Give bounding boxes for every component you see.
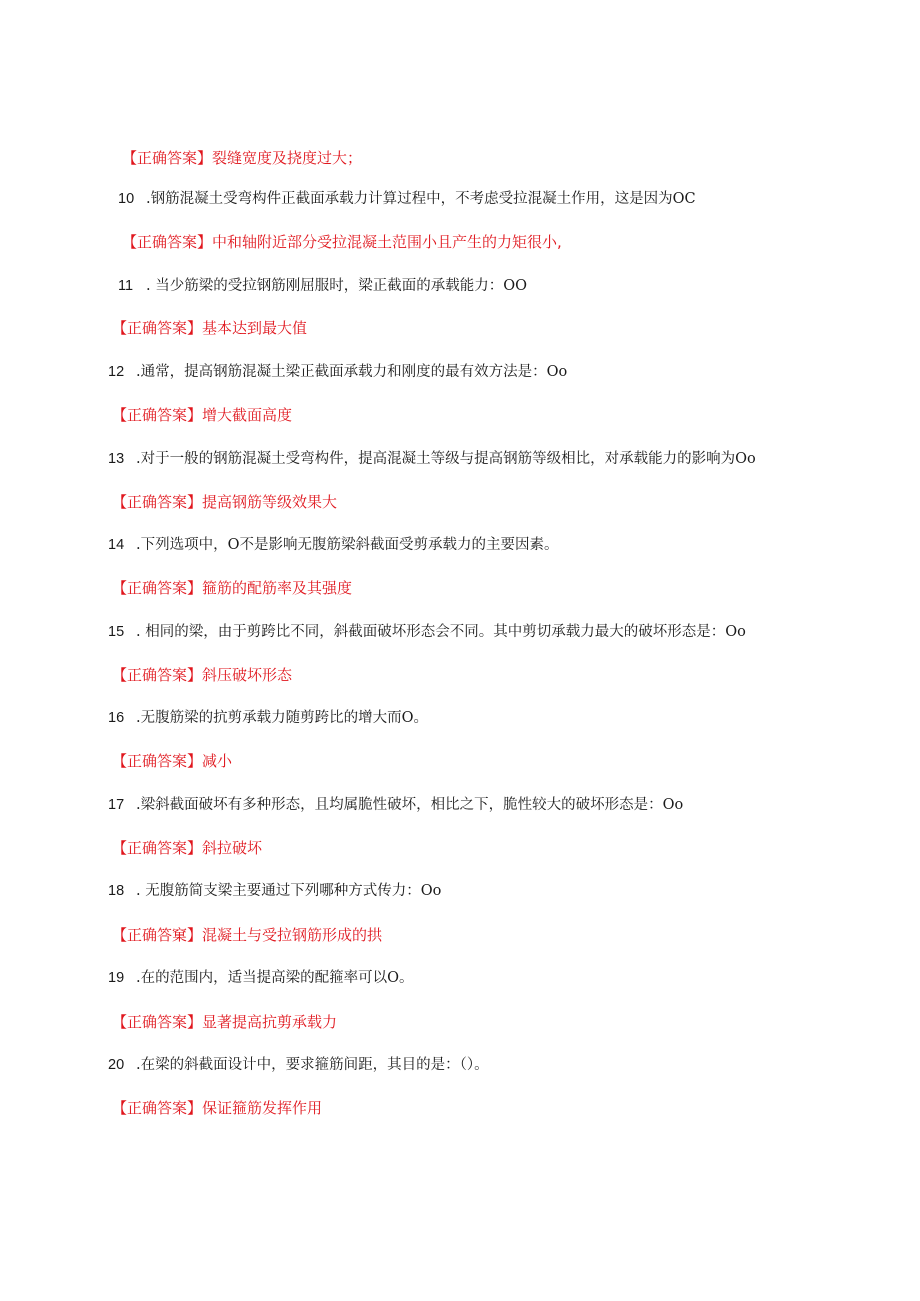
question-text: . 当少筋梁的受拉钢筋刚屈服时，梁正截面的承载能力：OO — [146, 278, 527, 294]
question-number: 19 — [108, 970, 125, 986]
answer-line — [112, 838, 262, 858]
answer-label: 【正确答案】 — [112, 493, 203, 511]
question-text: .对于一般的钢筋混凝土受弯构件，提高混凝土等级与提高钢筋等级相比，对承载能力的影响为Oo — [136, 451, 756, 467]
question-text: .通常，提高钢筋混凝土梁正截面承载力和刚度的最有效方法是：Oo — [136, 364, 568, 380]
question-text: .无腹筋梁的抗剪承载力随剪跨比的增大而O。 — [136, 710, 428, 726]
question-text: . 相同的梁，由于剪跨比不同，斜截面破坏形态会不同。其中剪切承载力最大的破坏形态是：Oo — [136, 624, 746, 640]
answer-text: 斜压破坏形态 — [202, 666, 293, 684]
question-text: .钢筋混凝土受弯构件正截面承载力计算过程中，不考虑受拉混凝土作用，这是因为OC — [146, 191, 696, 207]
answer-label: 【正确答窠】 — [112, 926, 203, 944]
answer-text: 裂缝宽度及挠度过大； — [212, 149, 363, 167]
question-number: 13 — [108, 451, 125, 467]
answer-text: 中和轴附近部分受拉混凝土范围小且产生的力矩很小, — [212, 233, 562, 251]
answer-label: 【正确答案】 — [112, 1099, 203, 1117]
question-line — [108, 1055, 489, 1075]
question-number: 18 — [108, 883, 125, 899]
answer-line — [112, 578, 352, 598]
answer-text: 增大截面高度 — [202, 406, 293, 424]
answer-line — [112, 405, 292, 425]
question-number: 20 — [108, 1057, 125, 1073]
question-number: 11 — [118, 278, 134, 294]
answer-label: 【正确答案】 — [112, 406, 203, 424]
answer-line — [112, 1012, 337, 1032]
question-text: . 无腹筋简支梁主要通过下列哪种方式传力：Oo — [136, 883, 442, 899]
question-text: .在梁的斜截面设计中，要求箍筋间距，其目的是：（）。 — [136, 1057, 489, 1073]
answer-line — [112, 665, 292, 685]
question-number: 14 — [108, 537, 125, 553]
question-number: 10 — [118, 191, 135, 207]
answer-line — [122, 148, 362, 168]
question-number: 12 — [108, 364, 125, 380]
question-line — [108, 535, 559, 555]
answer-line — [112, 492, 337, 512]
question-text: .在的范围内，适当提高梁的配箍率可以O。 — [136, 970, 414, 986]
question-line — [108, 968, 414, 988]
answer-text: 减小 — [202, 752, 233, 770]
answer-label: 【正确答案】 — [112, 666, 203, 684]
question-text: .下列选项中，O不是影响无腹筋梁斜截面受剪承载力的主要因素。 — [136, 537, 559, 553]
question-line — [108, 708, 428, 728]
answer-text: 保证箍筋发挥作用 — [202, 1099, 323, 1117]
answer-text: 基本达到最大值 — [202, 319, 308, 337]
answer-line — [112, 1098, 322, 1118]
answer-line — [122, 232, 562, 252]
question-line — [108, 622, 746, 642]
question-line — [108, 881, 441, 901]
answer-text: 提高钢筋等级效果大 — [202, 493, 338, 511]
answer-label: 【正确答案】 — [112, 1013, 203, 1031]
answer-text: 混凝土与受拉钢筋形成的拱 — [202, 926, 383, 944]
question-number: 15 — [108, 624, 125, 640]
question-line — [118, 189, 696, 209]
answer-text: 斜拉破坏 — [202, 839, 263, 857]
question-line — [108, 795, 683, 815]
question-number: 17 — [108, 797, 125, 813]
answer-text: 显著提高抗剪承载力 — [202, 1013, 338, 1031]
question-line — [118, 276, 527, 296]
answer-label: 【正确答案】 — [122, 233, 213, 251]
answer-label: 【正确答案】 — [112, 752, 203, 770]
answer-label: 【正确答案】 — [122, 149, 213, 167]
answer-line — [112, 318, 307, 338]
question-line — [108, 362, 567, 382]
question-number: 16 — [108, 710, 125, 726]
question-line — [108, 449, 756, 469]
answer-text: 箍筋的配筋率及其强度 — [202, 579, 353, 597]
question-text: .梁斜截面破坏有多种形态，且均属脆性破坏，相比之下，脆性较大的破坏形态是：Oo — [136, 797, 684, 813]
answer-label: 【正确答案】 — [112, 319, 203, 337]
answer-line — [112, 751, 232, 771]
answer-label: 【正确答案】 — [112, 839, 203, 857]
answer-line — [112, 925, 382, 945]
answer-label: 【正确答案】 — [112, 579, 203, 597]
